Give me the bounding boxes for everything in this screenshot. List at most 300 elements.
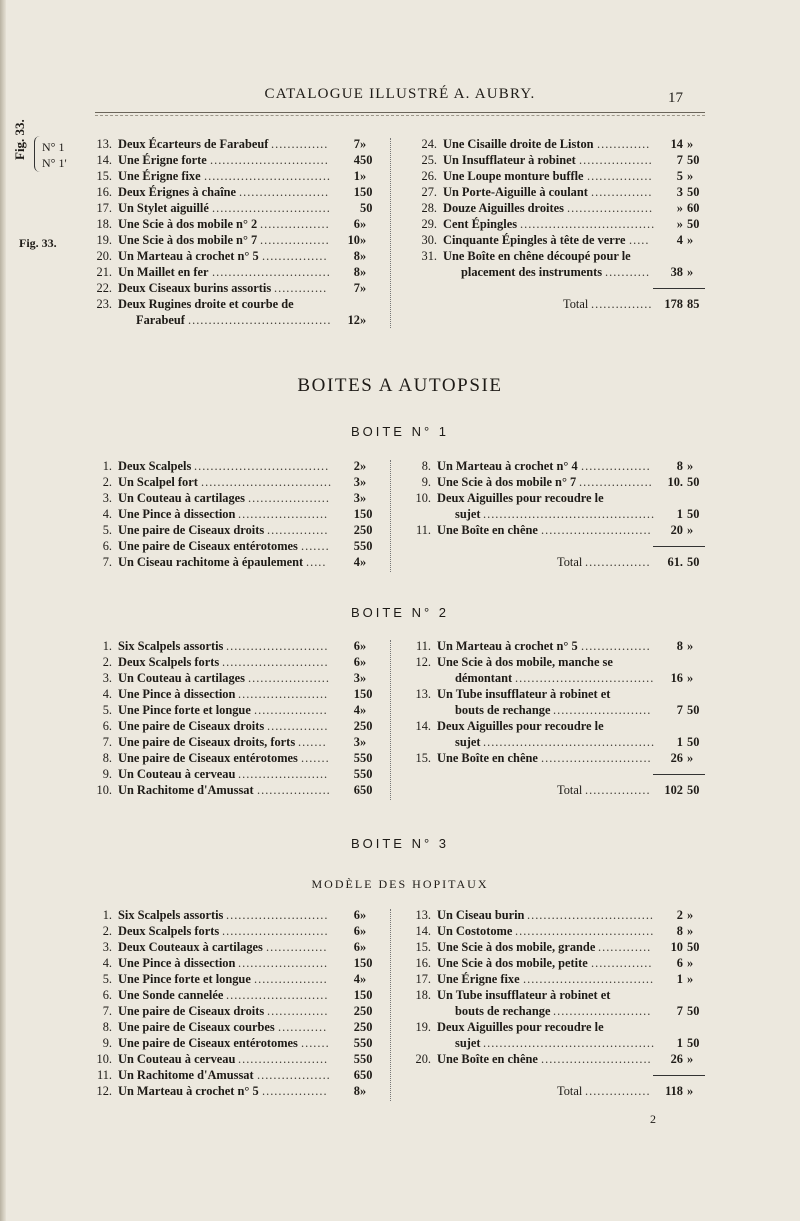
price-centimes: » bbox=[687, 924, 694, 938]
dot-leader: .......................... bbox=[222, 655, 329, 669]
price-francs: 5 bbox=[353, 767, 360, 781]
price-francs: 5 bbox=[353, 1036, 360, 1050]
dot-leader: .......................................... bbox=[483, 735, 656, 749]
price-francs: 2 bbox=[676, 908, 683, 922]
price-francs: 7 bbox=[676, 1004, 683, 1018]
item-name: Une paire de Ciseaux entérotomes bbox=[118, 751, 298, 765]
catalogue-row bbox=[421, 168, 709, 184]
price-centimes: » bbox=[360, 313, 367, 327]
price-centimes: 50 bbox=[360, 201, 373, 215]
item-name: bouts de rechange bbox=[455, 703, 551, 717]
dot-leader: ............ bbox=[278, 1020, 328, 1034]
item-number: 6. bbox=[102, 719, 112, 733]
item-number: 5. bbox=[102, 703, 112, 717]
item-name: Une Scie à dos mobile n° 7 bbox=[118, 233, 258, 247]
price-centimes: » bbox=[360, 459, 367, 473]
price-francs: 102 bbox=[664, 783, 683, 797]
figure-reference-vertical: Fig. 33. bbox=[12, 119, 27, 160]
price-francs: 1 bbox=[676, 735, 683, 749]
price-francs: 10 bbox=[670, 940, 683, 954]
catalogue-row bbox=[102, 1003, 380, 1019]
dot-leader: ....... bbox=[301, 1036, 330, 1050]
item-name: Un Stylet aiguillé bbox=[118, 201, 209, 215]
box1-list-left bbox=[102, 458, 380, 570]
item-name: Cinquante Épingles à tête de verre bbox=[443, 233, 626, 247]
box3-title: BOITE N° 3 bbox=[350, 836, 450, 851]
catalogue-row bbox=[102, 718, 380, 734]
item-number: 24. bbox=[421, 137, 437, 151]
price-centimes: » bbox=[360, 249, 367, 263]
box1-title: BOITE N° 1 bbox=[350, 424, 450, 439]
price-francs: 8 bbox=[353, 249, 360, 263]
price-francs: 118 bbox=[665, 1084, 683, 1098]
dot-leader: .................. bbox=[257, 1068, 331, 1082]
catalogue-row bbox=[415, 490, 709, 506]
item-name: Une Boîte en chêne bbox=[437, 523, 538, 537]
dot-leader: .................... bbox=[248, 671, 330, 685]
item-name: sujet bbox=[455, 735, 481, 749]
item-name: Une Érigne forte bbox=[118, 153, 207, 167]
box1-column-separator bbox=[390, 460, 391, 572]
item-number: 25. bbox=[421, 153, 437, 167]
catalogue-row bbox=[421, 458, 709, 474]
box1-list-right bbox=[415, 458, 709, 570]
item-name: Un Marteau à crochet n° 5 bbox=[437, 639, 578, 653]
item-number: 6. bbox=[102, 539, 112, 553]
catalogue-row bbox=[96, 136, 380, 152]
price-francs: 5 bbox=[353, 1052, 360, 1066]
catalogue-row bbox=[437, 702, 709, 718]
price-centimes: » bbox=[360, 924, 367, 938]
item-name: Une Boîte en chêne bbox=[437, 751, 538, 765]
price-francs: 26 bbox=[670, 751, 683, 765]
dot-leader: ........................ bbox=[553, 703, 652, 717]
item-name: Un Ciseau rachitome à épaulement bbox=[118, 555, 304, 569]
price-centimes: 50 bbox=[687, 735, 700, 749]
price-centimes: » bbox=[687, 1084, 694, 1098]
price-francs: 8 bbox=[353, 265, 360, 279]
price-francs: 10 bbox=[347, 233, 360, 247]
dot-leader: ........... bbox=[605, 265, 651, 279]
price-centimes: 50 bbox=[687, 783, 700, 797]
price-francs: 3 bbox=[353, 671, 360, 685]
catalogue-row bbox=[96, 200, 380, 216]
dot-leader: ......................... bbox=[226, 988, 329, 1002]
item-number: 9. bbox=[102, 1036, 112, 1050]
price-centimes: » bbox=[360, 491, 367, 505]
catalogue-row bbox=[102, 923, 380, 939]
catalogue-row bbox=[102, 987, 380, 1003]
catalogue-row bbox=[96, 1067, 380, 1083]
catalogue-row bbox=[102, 538, 380, 554]
price-centimes: 85 bbox=[687, 297, 700, 311]
price-centimes: 50 bbox=[687, 555, 700, 569]
price-francs: 6 bbox=[676, 956, 683, 970]
dot-leader: ................. bbox=[260, 217, 330, 231]
item-name: Une Érigne fixe bbox=[118, 169, 201, 183]
item-name: Une Érigne fixe bbox=[437, 972, 520, 986]
item-name: Une paire de Ciseaux droits bbox=[118, 523, 265, 537]
catalogue-row bbox=[102, 1019, 380, 1035]
price-centimes: 50 bbox=[687, 940, 700, 954]
item-name: bouts de rechange bbox=[455, 1004, 551, 1018]
catalogue-row bbox=[421, 184, 709, 200]
catalogue-row bbox=[102, 766, 380, 782]
price-francs: 8 bbox=[676, 924, 683, 938]
price-francs: 3 bbox=[353, 735, 360, 749]
catalogue-row bbox=[102, 702, 380, 718]
item-name: Deux Scalpels forts bbox=[118, 924, 220, 938]
dot-leader: ................................... bbox=[188, 313, 332, 327]
dot-leader: .......................................... bbox=[483, 1036, 656, 1050]
figure-number-b: N° 1' bbox=[42, 156, 67, 170]
dot-leader: .................. bbox=[254, 972, 328, 986]
item-name: Une Sonde cannelée bbox=[118, 988, 224, 1002]
price-francs: 3 bbox=[353, 475, 360, 489]
price-centimes: » bbox=[687, 459, 694, 473]
item-number: 28. bbox=[421, 201, 437, 215]
item-name: Une Boîte en chêne bbox=[437, 1052, 538, 1066]
item-name: Une Boîte en chêne découpé pour le bbox=[443, 249, 631, 263]
dot-leader: ....... bbox=[301, 751, 330, 765]
dot-leader: .......................... bbox=[222, 924, 329, 938]
catalogue-row bbox=[96, 232, 380, 248]
item-name: Un Marteau à crochet n° 5 bbox=[118, 249, 259, 263]
price-centimes: » bbox=[360, 735, 367, 749]
item-number: 7. bbox=[102, 555, 112, 569]
item-name: Six Scalpels assortis bbox=[118, 639, 224, 653]
item-name: Deux Rugines droite et courbe de bbox=[118, 297, 294, 311]
catalogue-row bbox=[421, 232, 709, 248]
catalogue-row bbox=[102, 474, 380, 490]
price-francs: 7 bbox=[353, 281, 360, 295]
item-number: 11. bbox=[96, 1068, 112, 1082]
price-francs: 26 bbox=[670, 1052, 683, 1066]
price-centimes: » bbox=[360, 475, 367, 489]
price-centimes: » bbox=[687, 169, 694, 183]
price-centimes: » bbox=[687, 1052, 694, 1066]
item-number: 13. bbox=[415, 687, 431, 701]
signature-mark: 2 bbox=[650, 1112, 656, 1126]
dot-leader: ............................. bbox=[210, 153, 329, 167]
item-number: 18. bbox=[415, 988, 431, 1002]
dot-leader: ....... bbox=[298, 735, 327, 749]
total-rule bbox=[653, 774, 705, 776]
catalogue-row bbox=[415, 923, 709, 939]
dot-leader: ........................... bbox=[541, 751, 652, 765]
dot-leader: .................. bbox=[579, 153, 653, 167]
price-francs: 1 bbox=[353, 185, 360, 199]
price-francs: 4 bbox=[676, 233, 683, 247]
item-name: Une Scie à dos mobile n° 2 bbox=[118, 217, 258, 231]
dot-leader: ................ bbox=[585, 1084, 651, 1098]
price-francs: 1 bbox=[353, 988, 360, 1002]
catalogue-row bbox=[421, 248, 709, 264]
dot-leader: ................ bbox=[587, 169, 653, 183]
price-centimes: » bbox=[360, 940, 367, 954]
item-name: Une Pince forte et longue bbox=[118, 703, 251, 717]
item-number: 5. bbox=[102, 972, 112, 986]
item-number: 30. bbox=[421, 233, 437, 247]
price-francs: 16 bbox=[670, 671, 683, 685]
catalogue-row bbox=[443, 264, 709, 280]
catalogue-row bbox=[102, 654, 380, 670]
catalogue-row bbox=[102, 955, 380, 971]
item-name: Un Couteau à cerveau bbox=[118, 767, 236, 781]
price-centimes: 50 bbox=[360, 1004, 373, 1018]
price-francs: 8 bbox=[676, 459, 683, 473]
price-francs: 1 bbox=[676, 972, 683, 986]
item-name: Une paire de Ciseaux courbes bbox=[118, 1020, 275, 1034]
dot-leader: ............. bbox=[598, 940, 652, 954]
item-name: Un Marteau à crochet n° 5 bbox=[118, 1084, 259, 1098]
dot-leader: ................................. bbox=[194, 459, 330, 473]
item-number: 20. bbox=[96, 249, 112, 263]
total-rule bbox=[653, 546, 705, 548]
top-list-right bbox=[421, 136, 709, 312]
catalogue-row bbox=[102, 522, 380, 538]
price-centimes: 50 bbox=[687, 703, 700, 717]
price-centimes: » bbox=[360, 671, 367, 685]
item-name: Deux Érignes à chaîne bbox=[118, 185, 237, 199]
item-number: 14. bbox=[96, 153, 112, 167]
catalogue-row bbox=[415, 718, 709, 734]
catalogue-row bbox=[96, 168, 380, 184]
item-number: 2. bbox=[102, 655, 112, 669]
dot-leader: ...................... bbox=[238, 1052, 329, 1066]
price-francs: 2 bbox=[353, 1020, 360, 1034]
dot-leader: .................. bbox=[579, 475, 653, 489]
price-francs: 4 bbox=[353, 153, 360, 167]
price-francs: 2 bbox=[353, 523, 360, 537]
item-number: 15. bbox=[415, 940, 431, 954]
catalogue-row bbox=[102, 458, 380, 474]
catalogue-row bbox=[96, 184, 380, 200]
page-number: 17 bbox=[668, 90, 683, 106]
item-number: 13. bbox=[96, 137, 112, 151]
dot-leader: ....... bbox=[301, 539, 330, 553]
catalogue-row bbox=[421, 200, 709, 216]
price-centimes: 50 bbox=[687, 1036, 700, 1050]
header-rule-dashed bbox=[95, 115, 705, 117]
price-centimes: » bbox=[687, 956, 694, 970]
price-centimes: 50 bbox=[360, 988, 373, 1002]
dot-leader: ................................ bbox=[523, 972, 655, 986]
item-name: Un Rachitome d'Amussat bbox=[118, 1068, 254, 1082]
price-centimes: 50 bbox=[360, 956, 373, 970]
price-francs: 6 bbox=[353, 217, 360, 231]
dot-leader: ......................... bbox=[226, 639, 329, 653]
catalogue-row bbox=[415, 638, 709, 654]
item-name: Une Loupe monture buffle bbox=[443, 169, 584, 183]
item-number: 26. bbox=[421, 169, 437, 183]
price-francs: 7 bbox=[676, 703, 683, 717]
price-francs: » bbox=[676, 201, 683, 215]
price-francs: 178 bbox=[664, 297, 683, 311]
item-number: 11. bbox=[415, 523, 431, 537]
item-name: Une Scie à dos mobile, manche se bbox=[437, 655, 613, 669]
item-name: Une Pince à dissection bbox=[118, 956, 236, 970]
item-name: Une Cisaille droite de Liston bbox=[443, 137, 594, 151]
price-francs: 8 bbox=[353, 1084, 360, 1098]
item-name: Deux Aiguilles pour recoudre le bbox=[437, 719, 604, 733]
catalogue-row bbox=[421, 136, 709, 152]
dot-leader: ............................. bbox=[212, 201, 331, 215]
catalogue-row bbox=[102, 971, 380, 987]
item-name: Un Costotome bbox=[437, 924, 513, 938]
price-francs: 4 bbox=[353, 972, 360, 986]
item-number: 10. bbox=[415, 491, 431, 505]
item-number: 1. bbox=[102, 908, 112, 922]
item-name: Une Scie à dos mobile, grande bbox=[437, 940, 596, 954]
item-number: 15. bbox=[415, 751, 431, 765]
catalogue-row bbox=[415, 1051, 709, 1067]
figure-number-a: N° 1 bbox=[42, 140, 65, 154]
price-francs: 7 bbox=[676, 153, 683, 167]
item-name: Deux Scalpels forts bbox=[118, 655, 220, 669]
item-number: 10. bbox=[96, 1052, 112, 1066]
price-centimes: » bbox=[687, 972, 694, 986]
price-francs: 5 bbox=[353, 751, 360, 765]
dot-leader: .................... bbox=[248, 491, 330, 505]
dot-leader: ............................... bbox=[527, 908, 655, 922]
dot-leader: ...................... bbox=[238, 507, 329, 521]
catalogue-row bbox=[102, 670, 380, 686]
total-label: Total bbox=[557, 1084, 583, 1098]
price-francs: 2 bbox=[353, 719, 360, 733]
item-number: 1. bbox=[102, 639, 112, 653]
item-number: 3. bbox=[102, 491, 112, 505]
item-number: 9. bbox=[102, 767, 112, 781]
catalogue-row bbox=[102, 490, 380, 506]
dot-leader: ................ bbox=[585, 555, 651, 569]
catalogue-row bbox=[415, 686, 709, 702]
price-centimes: » bbox=[360, 217, 367, 231]
dot-leader: ................. bbox=[581, 459, 651, 473]
price-francs: 6 bbox=[353, 908, 360, 922]
item-name: Un Tube insufflateur à robinet et bbox=[437, 988, 611, 1002]
catalogue-row bbox=[415, 750, 709, 766]
item-name: Un Couteau à cartilages bbox=[118, 671, 245, 685]
price-centimes: » bbox=[360, 1084, 367, 1098]
price-centimes: » bbox=[360, 555, 367, 569]
dot-leader: ............. bbox=[597, 137, 651, 151]
dot-leader: ................ bbox=[262, 249, 328, 263]
dot-leader: ...................... bbox=[238, 767, 329, 781]
total-rule bbox=[653, 1075, 705, 1077]
item-number: 17. bbox=[96, 201, 112, 215]
price-francs: 1 bbox=[353, 507, 360, 521]
catalogue-row bbox=[96, 216, 380, 232]
price-francs: 38 bbox=[670, 265, 683, 279]
dot-leader: ............... bbox=[591, 297, 653, 311]
item-name: Une paire de Ciseaux entérotomes bbox=[118, 1036, 298, 1050]
item-number: 3. bbox=[102, 671, 112, 685]
catalogue-row bbox=[102, 750, 380, 766]
item-number: 13. bbox=[415, 908, 431, 922]
item-name: Deux Couteaux à cartilages bbox=[118, 940, 263, 954]
dot-leader: .................. bbox=[254, 703, 328, 717]
item-number: 12. bbox=[415, 655, 431, 669]
page-header-title: CATALOGUE ILLUSTRÉ A. AUBRY. bbox=[264, 86, 536, 102]
price-centimes: 50 bbox=[360, 767, 373, 781]
price-centimes: » bbox=[360, 655, 367, 669]
item-name: Un Scalpel fort bbox=[118, 475, 198, 489]
item-number: 31. bbox=[421, 249, 437, 263]
dot-leader: ...................... bbox=[238, 687, 329, 701]
dot-leader: .................................. bbox=[515, 671, 655, 685]
box3-list-right bbox=[415, 907, 709, 1099]
dot-leader: ......................... bbox=[226, 908, 329, 922]
item-name: Un Maillet en fer bbox=[118, 265, 209, 279]
catalogue-row bbox=[96, 1083, 380, 1099]
price-centimes: 50 bbox=[360, 1052, 373, 1066]
dot-leader: ............................... bbox=[204, 169, 332, 183]
price-francs: 8 bbox=[676, 639, 683, 653]
item-number: 8. bbox=[102, 1020, 112, 1034]
dot-leader: .......................................... bbox=[483, 507, 656, 521]
figure-brace bbox=[34, 136, 41, 172]
item-number: 12. bbox=[96, 1084, 112, 1098]
dot-leader: ............... bbox=[267, 719, 329, 733]
dot-leader: ................. bbox=[581, 639, 651, 653]
catalogue-row bbox=[415, 987, 709, 1003]
price-centimes: 50 bbox=[687, 1004, 700, 1018]
price-centimes: » bbox=[687, 751, 694, 765]
price-centimes: » bbox=[360, 265, 367, 279]
catalogue-row bbox=[102, 1035, 380, 1051]
dot-leader: .................. bbox=[257, 783, 331, 797]
price-centimes: » bbox=[360, 972, 367, 986]
price-francs: 4 bbox=[353, 555, 360, 569]
item-name: Cent Épingles bbox=[443, 217, 518, 231]
price-francs: » bbox=[676, 217, 683, 231]
price-francs: 6 bbox=[353, 940, 360, 954]
price-centimes: » bbox=[687, 233, 694, 247]
item-name: Une paire de Ciseaux droits, forts bbox=[118, 735, 296, 749]
dot-leader: ..... bbox=[306, 555, 327, 569]
catalogue-row bbox=[437, 1035, 709, 1051]
figure-label: Fig. 33. bbox=[19, 236, 57, 250]
item-name: Un Marteau à crochet n° 4 bbox=[437, 459, 578, 473]
price-francs: 2 bbox=[353, 459, 360, 473]
item-number: 16. bbox=[96, 185, 112, 199]
item-name: Un Insufflateur à robinet bbox=[443, 153, 576, 167]
price-francs: 6 bbox=[353, 783, 360, 797]
item-number: 22. bbox=[96, 281, 112, 295]
catalogue-row bbox=[102, 554, 380, 570]
catalogue-row bbox=[96, 782, 380, 798]
dot-leader: ........................... bbox=[541, 1052, 652, 1066]
box2-list-right bbox=[415, 638, 709, 798]
item-number: 7. bbox=[102, 735, 112, 749]
item-name: Un Couteau à cartilages bbox=[118, 491, 245, 505]
item-number: 4. bbox=[102, 687, 112, 701]
price-centimes: 50 bbox=[360, 185, 373, 199]
item-name: Un Couteau à cerveau bbox=[118, 1052, 236, 1066]
catalogue-row bbox=[102, 506, 380, 522]
price-francs: 1 bbox=[676, 1036, 683, 1050]
price-centimes: » bbox=[360, 639, 367, 653]
item-name: Deux Écarteurs de Farabeuf bbox=[118, 137, 269, 151]
catalogue-row bbox=[421, 216, 709, 232]
catalogue-row bbox=[437, 506, 709, 522]
price-francs: 6 bbox=[353, 924, 360, 938]
price-centimes: 50 bbox=[360, 751, 373, 765]
price-centimes: » bbox=[687, 265, 694, 279]
price-centimes: 50 bbox=[687, 217, 700, 231]
catalogue-row bbox=[415, 522, 709, 538]
